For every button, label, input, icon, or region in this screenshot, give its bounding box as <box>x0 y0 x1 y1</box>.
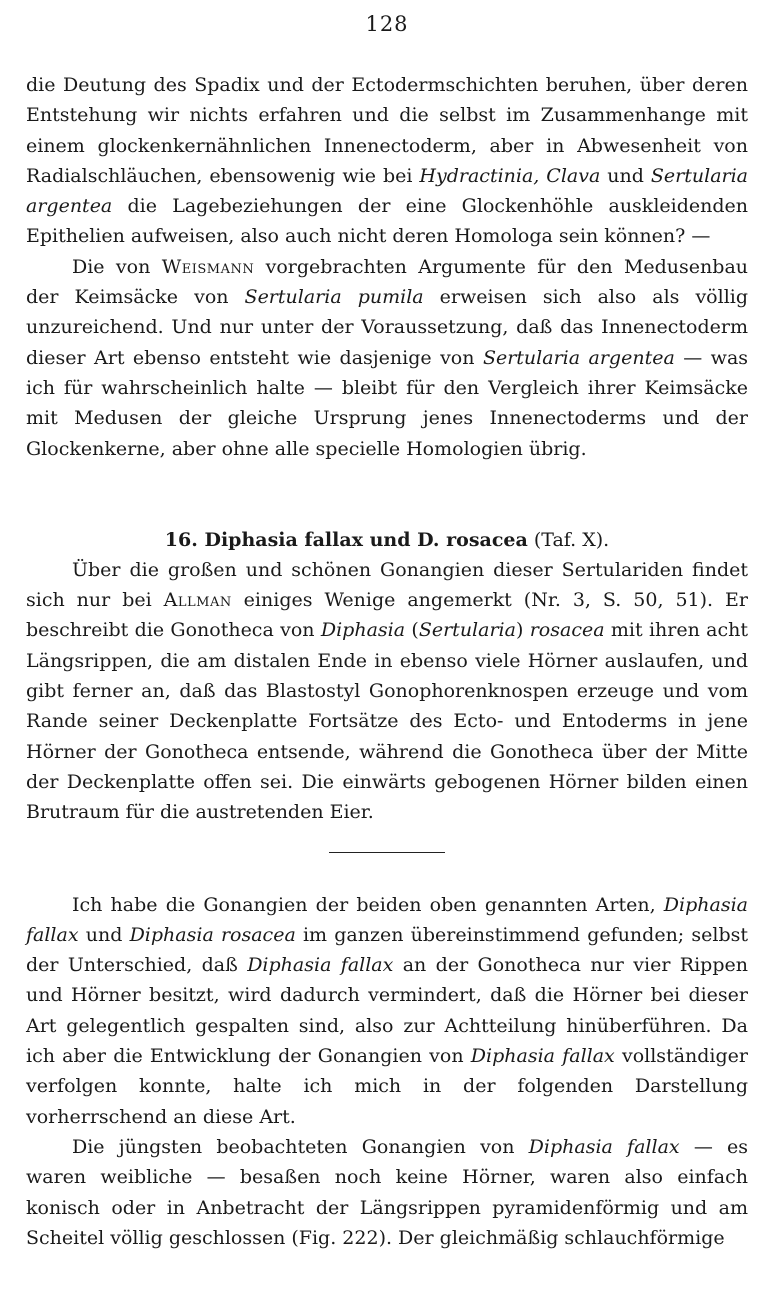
text-run: die Lagebeziehungen der eine Glockenhöhle auskleidenden Epithelien aufweisen, also auch nicht deren Homologa sein können? — <box>26 195 748 248</box>
italic-run: Diphasia fallax <box>470 1045 615 1068</box>
text-run: vorgebrachten Argumente für den Medusenbau der Keimsäcke von <box>26 255 749 309</box>
author-name: Weismann <box>161 255 255 278</box>
text-run: — es waren weibliche — besaßen noch keine Hörner, waren also einfach konisch oder in Anbetracht der Längsrippen pyramidenförmig und am Scheitel völlig geschlossen (Fig. 222). Der gleichmäßig schlauchförmige <box>26 1135 749 1249</box>
italic-run: Diphasia <box>320 619 406 642</box>
text-run: Ich habe die Gonangien der beiden oben genannten Arten, <box>72 893 664 916</box>
section-heading-ref: (Taf. X). <box>527 528 610 551</box>
text-run: einiges Wenige angemerkt (Nr. 3, S. 50, 51). Er beschreibt die Gonotheca von <box>26 589 748 642</box>
text-run: Die jüngsten beobachteten Gonangien von <box>72 1135 529 1158</box>
text-run: Über die großen und schönen Gonangien dieser Sertulariden findet sich nur bei <box>26 558 748 612</box>
text-run: ) <box>515 619 530 642</box>
paragraph-3 <box>26 555 748 828</box>
text-run: vollständiger verfolgen konnte, halte ich mich in der folgenden Darstellung vorherrschend an diese Art. <box>26 1045 748 1128</box>
italic-run: Sertularia argentea <box>26 164 749 218</box>
text-run: die Deutung des Spadix und der Ectodermschichten beruhen, über deren Entstehung wir nichts erfahren und die selbst im Zusammenhange mit einem glockenkernähnlichen Innenectoderm, aber in Abwesenheit von Radialschläuchen, ebensowenig wie bei <box>26 74 748 187</box>
text-run: im ganzen übereinstimmend gefunden; selbst der Unterschied, daß <box>26 923 749 977</box>
section-heading-bold: 16. Diphasia fallax und D. rosacea <box>164 528 528 551</box>
italic-run: Sertularia <box>418 619 516 642</box>
section-heading <box>26 525 748 555</box>
document-page <box>26 0 748 1253</box>
paragraph-5 <box>26 1132 748 1253</box>
text-run: Die von <box>72 255 162 278</box>
text-run: — was ich für wahrscheinlich halte — bleibt für den Vergleich ihrer Keimsäcke mit Medusen der gleiche Ursprung jenes Innenectoderms und der Glockenkerne, aber ohne alle specielle Homologien übrig. <box>26 346 749 460</box>
italic-run: Diphasia fallax <box>26 893 748 946</box>
text-run: und <box>78 923 130 946</box>
text-run: an der Gonotheca nur vier Rippen und Hörner besitzt, wird dadurch vermindert, daß die Hörner bei dieser Art gelegentlich gespalten sind, also zur Achtteilung hinüberführen. Da ich aber die Entwicklung der Gonangien von <box>26 954 748 1068</box>
section-divider <box>329 852 445 853</box>
text-run: mit ihren acht Längsrippen, die am distalen Ende in ebenso viele Hörner auslaufen, und gibt ferner an, daß das Blastostyl Gonophorenknospen erzeuge und vom Rande seiner Deckenplatte Fortsätze des Ecto- und Entoderms in jene Hörner der Gonotheca entsende, während die Gonotheca über der Mitte der Deckenplatte offen sei. Die einwärts gebogenen Hörner bilden einen Brutraum für die austretenden Eier. <box>26 619 749 824</box>
paragraph-2 <box>26 252 748 464</box>
italic-run: Diphasia fallax <box>247 954 394 977</box>
italic-run: Sertularia argentea <box>482 346 675 369</box>
italic-run: Diphasia fallax <box>528 1135 680 1158</box>
paragraph-4 <box>26 890 748 1132</box>
italic-run: rosacea <box>529 619 605 642</box>
text-run: ( <box>405 619 419 642</box>
paragraph-1 <box>26 70 748 252</box>
text-run: und <box>600 164 651 187</box>
italic-run: Sertularia pumila <box>244 286 424 309</box>
italic-run: Diphasia rosacea <box>129 923 296 946</box>
italic-run: Hydractinia, Clava <box>419 164 601 187</box>
page-number: 128 <box>365 12 409 36</box>
author-name: Allman <box>163 589 232 612</box>
text-run: erweisen sich also als völlig unzureichend. Und nur unter der Voraussetzung, daß das Innenectoderm dieser Art ebenso entsteht wie dasjenige von <box>26 286 749 369</box>
